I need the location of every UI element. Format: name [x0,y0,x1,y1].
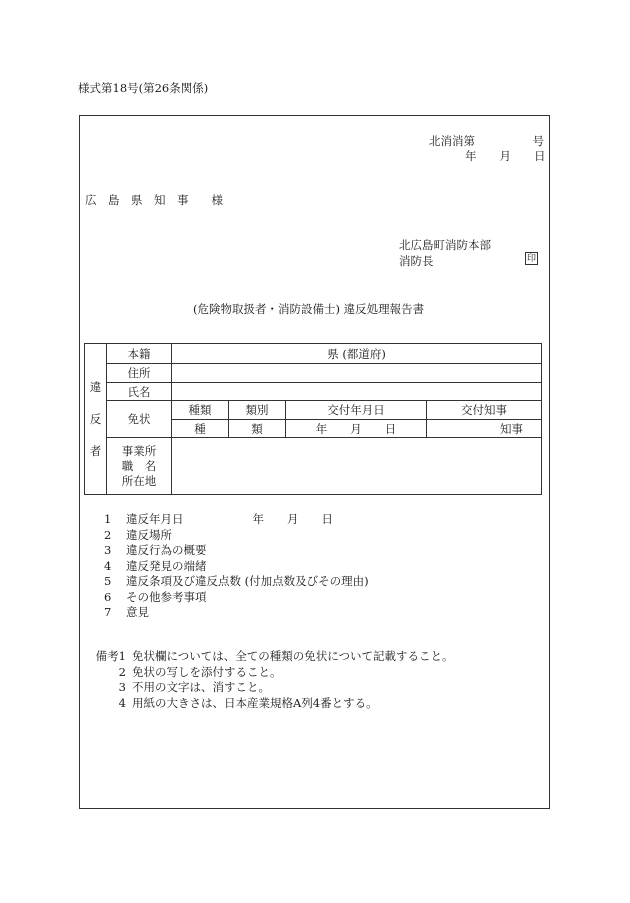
side-char: 反 [89,412,102,426]
remark-item: 4 用紙の大きさは、日本産業規格A列4番とする。 [118,695,378,710]
list-item: 5 違反条項及び違反点数 (付加点数及びその理由) [104,574,369,588]
license-label: 免状 [107,401,172,438]
workplace-label-line: 事業所 [121,443,157,458]
license-value-governor: 知事 [427,420,542,438]
address-value [172,364,542,383]
side-char: 違 [89,380,102,394]
remark-item: 2 免状の写しを添付すること。 [118,664,282,679]
sender-title: 消防長 [399,254,434,268]
seal-mark: 印 [526,254,536,264]
list-item: 3 違反行為の概要 [104,543,207,557]
remark-item: 3 不用の文字は、消すこと。 [118,680,270,694]
workplace-label-line: 職 名 [121,458,157,473]
sender-organization: 北広島町消防本部 [399,238,491,252]
honseki-value: 県 (都道府) [172,344,542,364]
license-value-type: 種 [172,420,229,438]
document-title: (危険物取扱者・消防設備士) 違反処理報告書 [193,302,425,316]
report-items [104,512,369,621]
violator-side-label [85,344,107,495]
list-item: 2 違反場所 [104,527,172,542]
violator-table [84,343,542,495]
workplace-label-line: 所在地 [121,473,157,488]
list-item: 1 違反年月日 年 月 日 [104,512,333,526]
license-header-type: 種類 [172,401,229,420]
side-char: 者 [89,444,102,458]
list-item: 6 その他参考事項 [104,589,207,604]
list-item: 7 意見 [104,605,149,619]
license-value-date: 年 月 日 [286,420,427,438]
license-header-date: 交付年月日 [286,401,427,420]
workplace-label [107,438,172,495]
honseki-label: 本籍 [107,344,172,364]
remarks [90,649,454,711]
list-item: 4 違反発見の端緒 [104,558,207,573]
document-date: 年 月 日 [465,149,546,163]
license-header-governor: 交付知事 [427,401,542,420]
address-label: 住所 [107,364,172,383]
name-value [172,383,542,401]
form-number: 様式第18号(第26条関係) [78,81,209,95]
workplace-value [172,438,542,495]
addressee: 広 島 県 知 事 様 [85,193,223,207]
name-label: 氏名 [107,383,172,401]
license-value-class: 類 [229,420,286,438]
document-number: 北消消第 号 [429,134,544,148]
license-header-class: 類別 [229,401,286,420]
remark-item: 備考1 免状欄については、全ての種類の免状について記載すること。 [95,649,454,663]
